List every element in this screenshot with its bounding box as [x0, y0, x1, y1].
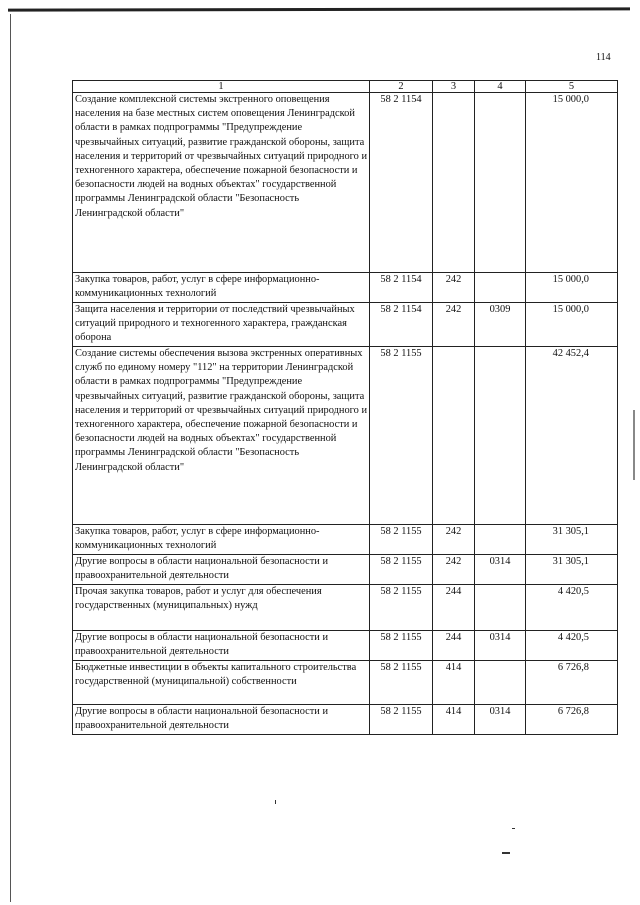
scan-speck: [512, 828, 515, 829]
row-name: Создание системы обеспечения вызова экстренных оперативных служб по единому номеру "112" на территории Ленинградской области в рамках подпрограммы "Предупреждение чрезвычайных ситуаций, развитие гражданской обороны, защита населения и территорий от чрезвычайных ситуаций природного и техногенного характера, обеспечение пожарной безопасности и безопасности людей на водных объектах" государственной программы Ленинградской области "Безопасность Ленинградской области": [73, 347, 370, 525]
table-row: [73, 705, 618, 735]
row-vr: [433, 93, 475, 273]
row-name: Защита населения и территории от последствий чрезвычайных ситуаций природного и техногенного характера, гражданская оборона: [73, 303, 370, 347]
header-col-3: 3: [433, 81, 475, 93]
row-name: Закупка товаров, работ, услуг в сфере информационно-коммуникационных технологий: [73, 273, 370, 303]
row-code: 58 2 1154: [370, 273, 433, 303]
row-vr: 242: [433, 273, 475, 303]
table-row: [73, 585, 618, 631]
row-sum: 6 726,8: [526, 661, 618, 705]
row-sum: 4 420,5: [526, 631, 618, 661]
row-name: Прочая закупка товаров, работ и услуг для обеспечения государственных (муниципальных) нужд: [73, 585, 370, 631]
row-sum: 15 000,0: [526, 303, 618, 347]
row-name: Другие вопросы в области национальной безопасности и правоохранительной деятельности: [73, 631, 370, 661]
row-name: Другие вопросы в области национальной безопасности и правоохранительной деятельности: [73, 555, 370, 585]
row-rz: 0314: [475, 555, 526, 585]
row-rz: [475, 347, 526, 525]
row-name: Закупка товаров, работ, услуг в сфере информационно-коммуникационных технологий: [73, 525, 370, 555]
table-row: [73, 661, 618, 705]
row-vr: 242: [433, 303, 475, 347]
row-sum: 31 305,1: [526, 555, 618, 585]
row-sum: 31 305,1: [526, 525, 618, 555]
table-row: [73, 93, 618, 273]
row-sum: 6 726,8: [526, 705, 618, 735]
row-vr: 244: [433, 585, 475, 631]
table-row: [73, 555, 618, 585]
header-col-5: 5: [526, 81, 618, 93]
row-sum: 4 420,5: [526, 585, 618, 631]
row-sum: 42 452,4: [526, 347, 618, 525]
table-row: [73, 525, 618, 555]
row-code: 58 2 1155: [370, 555, 433, 585]
row-name: Создание комплексной системы экстренного оповещения населения на базе местных систем оповещения Ленинградской области в рамках подпрограммы "Предупреждение чрезвычайных ситуаций, развитие гражданской обороны, защита населения и территорий от чрезвычайных ситуаций природного и техногенного характера, обеспечение пожарной безопасности и безопасности людей на водных объектах" государственной программы Ленинградской области "Безопасность Ленинградской области": [73, 93, 370, 273]
row-vr: 242: [433, 525, 475, 555]
header-col-1: 1: [73, 81, 370, 93]
row-vr: 414: [433, 661, 475, 705]
table-header-row: [73, 81, 618, 93]
row-rz: [475, 661, 526, 705]
table-row: [73, 347, 618, 525]
scan-edge-top: [8, 7, 630, 11]
row-vr: [433, 347, 475, 525]
row-rz: 0314: [475, 705, 526, 735]
row-code: 58 2 1155: [370, 585, 433, 631]
row-rz: [475, 585, 526, 631]
row-rz: 0309: [475, 303, 526, 347]
row-sum: 15 000,0: [526, 273, 618, 303]
row-code: 58 2 1155: [370, 661, 433, 705]
row-rz: [475, 273, 526, 303]
row-vr: 242: [433, 555, 475, 585]
row-sum: 15 000,0: [526, 93, 618, 273]
row-vr: 414: [433, 705, 475, 735]
page-number: 114: [596, 52, 611, 63]
table-row: [73, 631, 618, 661]
row-code: 58 2 1155: [370, 347, 433, 525]
scan-edge-mark: [633, 410, 635, 480]
header-col-2: 2: [370, 81, 433, 93]
row-code: 58 2 1155: [370, 525, 433, 555]
budget-table: [72, 80, 618, 735]
table-row: [73, 273, 618, 303]
row-code: 58 2 1155: [370, 705, 433, 735]
row-code: 58 2 1154: [370, 93, 433, 273]
row-rz: [475, 525, 526, 555]
row-name: Бюджетные инвестиции в объекты капитального строительства государственной (муниципальной) собственности: [73, 661, 370, 705]
header-col-4: 4: [475, 81, 526, 93]
row-code: 58 2 1154: [370, 303, 433, 347]
row-name: Другие вопросы в области национальной безопасности и правоохранительной деятельности: [73, 705, 370, 735]
scan-speck: [275, 800, 276, 804]
scan-speck: [502, 852, 510, 854]
row-vr: 244: [433, 631, 475, 661]
table-row: [73, 303, 618, 347]
row-rz: [475, 93, 526, 273]
row-code: 58 2 1155: [370, 631, 433, 661]
row-rz: 0314: [475, 631, 526, 661]
scan-edge-left: [10, 14, 11, 902]
